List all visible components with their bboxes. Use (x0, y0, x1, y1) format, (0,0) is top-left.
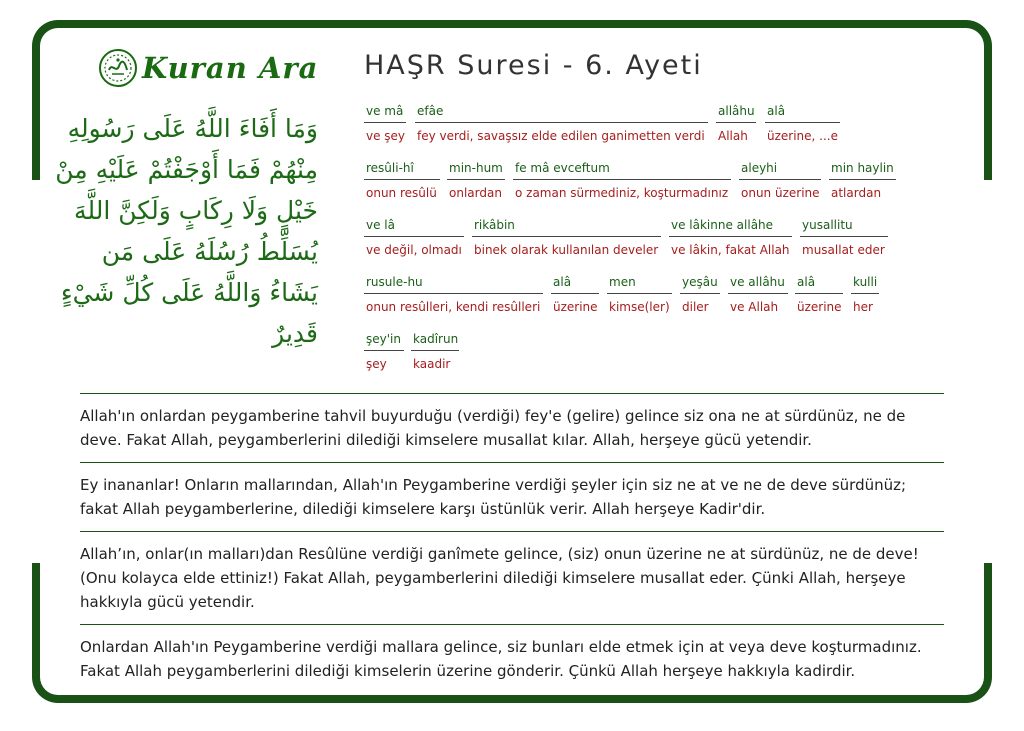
word-meaning: üzerine (797, 300, 842, 314)
word-meaning: onlardan (449, 186, 502, 200)
word-item[interactable] (364, 158, 440, 202)
word-meaning: kaadir (413, 357, 451, 371)
word-arabic: ve allâhu (728, 272, 788, 294)
word-item[interactable] (680, 272, 720, 316)
word-meaning: şey (366, 357, 387, 371)
word-item[interactable] (829, 158, 896, 202)
word-item[interactable] (607, 272, 672, 316)
word-arabic: rusule-hu (364, 272, 543, 294)
word-meaning: atlardan (831, 186, 882, 200)
word-meaning: fey verdi, savaşsız elde edilen ganimetten verdi (417, 129, 705, 143)
word-item[interactable] (795, 272, 843, 316)
word-item[interactable] (472, 215, 661, 259)
word-arabic: ve lâkinne allâhe (669, 215, 792, 237)
word-arabic: resûli-hî (364, 158, 440, 180)
word-arabic: rikâbin (472, 215, 661, 237)
word-arabic: yeşâu (680, 272, 720, 294)
word-arabic: alâ (795, 272, 843, 294)
arabic-verse: وَمَا أَفَاءَ اللَّهُ عَلَى رَسُولِهِ مِنْهُمْ فَمَا أَوْجَفْتُمْ عَلَيْهِ مِنْ خَيْلٍ وَلَا رِكَابٍ وَلَكِنَّ اللَّهَ يُسَلِّطُ رُسُلَهُ عَلَى مَن يَشَاءُ وَاللَّهُ عَلَى كُلِّ شَيْءٍ قَدِيرٌ (55, 114, 318, 348)
word-arabic: şey'in (364, 329, 404, 351)
word-item[interactable] (851, 272, 879, 316)
word-meaning: her (853, 300, 873, 314)
word-arabic: yusallitu (800, 215, 888, 237)
translation-item: Onlardan Allah'ın Peygamberine verdiği mallara gelince, siz bunları elde etmek için at veya deve koşturmadınız. Fakat Allah peygamberlerini dilediği kimselerin üzerine gönderir. Çünkü Allah herşeye hakkıyla kadirdir. (80, 624, 944, 693)
translation-item: Allah'ın onlardan peygamberine tahvil buyurduğu (verdiği) fey'e (gelire) gelince siz ona ne at sürdünüz, ne de deve. Fakat Allah, peygamberlerini dilediği kimselere musallat kılar. Allah, herşeye gücü yetendir. (80, 393, 944, 462)
word-item[interactable] (447, 158, 505, 202)
word-item[interactable] (551, 272, 599, 316)
word-meaning: üzerine, ...e (767, 129, 838, 143)
word-item[interactable] (716, 101, 756, 145)
word-arabic: min-hum (447, 158, 505, 180)
word-arabic: kulli (851, 272, 879, 294)
word-arabic: ve mâ (364, 101, 406, 123)
word-arabic: efâe (415, 101, 708, 123)
word-meaning: ve değil, olmadı (366, 243, 462, 257)
page-title: HAŞR Suresi - 6. Ayeti (364, 50, 703, 81)
word-item[interactable] (513, 158, 731, 202)
word-item[interactable] (728, 272, 788, 316)
word-item[interactable] (364, 215, 464, 259)
translation-item: Allah’ın, onlar(ın malları)dan Resûlüne verdiği ganîmete gelince, (siz) onun üzerine ne at sürdünüz, ne de deve! (Onu kolayca elde ettiniz!) Fakat Allah, peygamberlerini dilediği kimselere musallat eder. Çünki Allah, herşeye hakkıyla gücü yetendir. (80, 531, 944, 624)
word-arabic: men (607, 272, 672, 294)
word-arabic: kadîrun (411, 329, 459, 351)
word-arabic: alâ (551, 272, 599, 294)
word-arabic: allâhu (716, 101, 756, 123)
word-meaning: diler (682, 300, 709, 314)
word-meaning: musallat eder (802, 243, 885, 257)
word-meaning: ve şey (366, 129, 406, 143)
word-meaning: ve Allah (730, 300, 779, 314)
word-arabic: ve lâ (364, 215, 464, 237)
word-meaning: ve lâkin, fakat Allah (671, 243, 790, 257)
word-item[interactable] (765, 101, 840, 145)
word-item[interactable] (669, 215, 792, 259)
brand-name: Kuran Ara (142, 51, 319, 85)
word-item[interactable] (364, 101, 406, 145)
word-meaning: üzerine (553, 300, 598, 314)
word-arabic: aleyhi (739, 158, 821, 180)
word-meaning: o zaman sürmediniz, koşturmadınız (515, 186, 729, 200)
word-item[interactable] (411, 329, 459, 373)
word-meaning: binek olarak kullanılan develer (474, 243, 659, 257)
word-arabic: fe mâ evceftum (513, 158, 731, 180)
word-item[interactable] (364, 329, 404, 373)
translation-item: Ey inananlar! Onların mallarından, Allah'ın Peygamberine verdiği şeyler için siz ne at ve ne de deve sürdünüz; fakat Allah peygamberlerine, dilediği kimselere karşı üstünlük verir. Allah herşeye Kadir'dir. (80, 462, 944, 531)
word-item[interactable] (415, 101, 708, 145)
word-item[interactable] (739, 158, 821, 202)
word-meaning: onun üzerine (741, 186, 820, 200)
word-arabic: alâ (765, 101, 840, 123)
word-item[interactable] (364, 272, 543, 316)
word-meaning: onun resûlü (366, 186, 437, 200)
quran-seal-icon (98, 48, 138, 88)
site-logo[interactable] (98, 46, 328, 90)
word-arabic: min haylin (829, 158, 896, 180)
translations-list (80, 393, 944, 693)
word-item[interactable] (800, 215, 888, 259)
word-meaning: Allah (718, 129, 748, 143)
word-meaning: kimse(ler) (609, 300, 670, 314)
word-meaning: onun resûlleri, kendi resûlleri (366, 300, 541, 314)
